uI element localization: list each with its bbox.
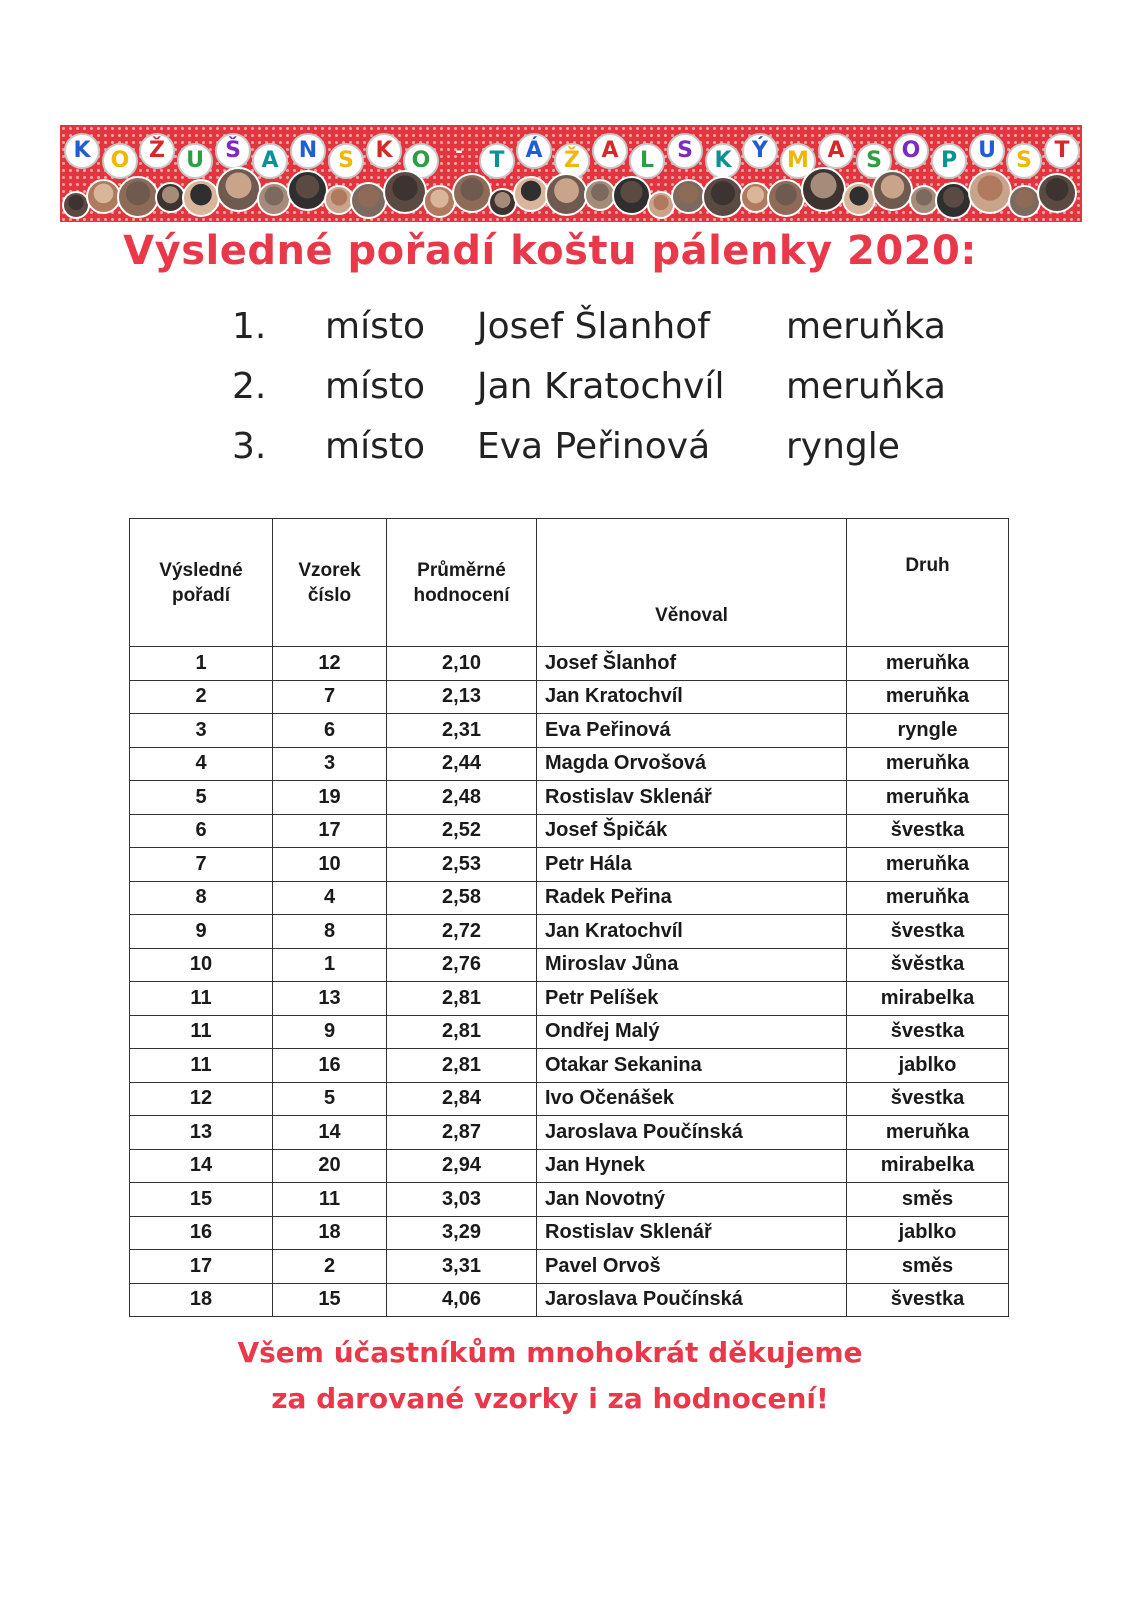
banner-letter: M [780, 143, 816, 179]
cell-poradi: 2 [130, 680, 273, 714]
podium-name: Eva Peřinová [477, 426, 711, 467]
cell-poradi: 11 [130, 982, 273, 1016]
banner-letter: - [455, 141, 463, 162]
cell-hodnoceni: 2,94 [387, 1149, 537, 1183]
cell-druh: mirabelka [847, 1149, 1009, 1183]
table-row [130, 948, 1009, 982]
banner-photo-icon [423, 185, 456, 218]
banner-letter: T [1044, 133, 1080, 169]
cell-hodnoceni: 2,53 [387, 848, 537, 882]
header-venoval: Věnoval [537, 519, 847, 647]
cell-hodnoceni: 2,81 [387, 982, 537, 1016]
cell-venoval: Jaroslava Poučínská [537, 1283, 847, 1317]
cell-vzorek: 13 [273, 982, 387, 1016]
banner-photo-icon [545, 173, 588, 216]
podium-kind: ryngle [786, 426, 900, 467]
cell-hodnoceni: 2,81 [387, 1015, 537, 1049]
cell-vzorek: 9 [273, 1015, 387, 1049]
banner-photo-icon [383, 170, 427, 214]
table-row [130, 1250, 1009, 1284]
podium-rank: 2. [232, 366, 267, 407]
cell-vzorek: 12 [273, 647, 387, 681]
cell-hodnoceni: 2,44 [387, 747, 537, 781]
banner-letter: S [328, 143, 364, 179]
page-title: Výsledné pořadí koštu pálenky 2020: [123, 228, 977, 274]
cell-druh: meruňka [847, 781, 1009, 815]
cell-venoval: Pavel Orvoš [537, 1250, 847, 1284]
banner-photo-icon [968, 170, 1012, 214]
podium-place-label: místo [325, 426, 425, 467]
cell-poradi: 4 [130, 747, 273, 781]
banner-photo-icon [452, 173, 492, 213]
banner-photo-icon [182, 179, 220, 217]
cell-vzorek: 7 [273, 680, 387, 714]
cell-poradi: 6 [130, 814, 273, 848]
banner-photo-icon [612, 176, 651, 215]
cell-venoval: Petr Pelíšek [537, 982, 847, 1016]
cell-vzorek: 2 [273, 1250, 387, 1284]
cell-venoval: Otakar Sekanina [537, 1049, 847, 1083]
banner-letter: O [403, 143, 439, 179]
header-poradi: Výsledné pořadí [130, 519, 273, 647]
cell-hodnoceni: 2,58 [387, 881, 537, 915]
banner-photo-icon [935, 182, 972, 219]
cell-poradi: 15 [130, 1183, 273, 1217]
banner-letter: K [705, 143, 741, 179]
cell-druh: švěstka [847, 948, 1009, 982]
thank-you-line-2: za darované vzorky i za hodnocení! [271, 1382, 829, 1415]
banner-photo-icon [702, 176, 744, 218]
banner-letter: N [290, 133, 326, 169]
banner-letter: S [1006, 143, 1042, 179]
table-row [130, 1183, 1009, 1217]
cell-venoval: Jaroslava Poučínská [537, 1116, 847, 1150]
banner-letter: O [893, 133, 929, 169]
cell-venoval: Ivo Očenášek [537, 1082, 847, 1116]
banner-letter: T [479, 143, 515, 179]
podium-kind: meruňka [786, 306, 946, 347]
cell-hodnoceni: 2,13 [387, 680, 537, 714]
table-row [130, 982, 1009, 1016]
cell-venoval: Miroslav Jůna [537, 948, 847, 982]
banner-letter: Š [215, 133, 251, 169]
cell-vzorek: 15 [273, 1283, 387, 1317]
cell-vzorek: 1 [273, 948, 387, 982]
cell-vzorek: 6 [273, 714, 387, 748]
cell-venoval: Josef Šlanhof [537, 647, 847, 681]
banner-letter: O [102, 143, 138, 179]
cell-poradi: 16 [130, 1216, 273, 1250]
cell-vzorek: 3 [273, 747, 387, 781]
banner-letter: K [366, 133, 402, 169]
cell-hodnoceni: 3,31 [387, 1250, 537, 1284]
banner-photo-icon [287, 170, 328, 211]
banner-letter: Á [516, 133, 552, 169]
cell-poradi: 7 [130, 848, 273, 882]
cell-druh: meruňka [847, 1116, 1009, 1150]
table-header-row [130, 519, 1009, 647]
cell-venoval: Josef Špičák [537, 814, 847, 848]
banner-photo-icon [86, 179, 121, 214]
banner-letter: P [931, 143, 967, 179]
table-row [130, 1116, 1009, 1150]
banner-photo-icon [513, 176, 549, 212]
podium-row [0, 306, 1131, 366]
banner-letter: U [969, 133, 1005, 169]
banner-photo-icon [117, 176, 159, 218]
cell-hodnoceni: 2,84 [387, 1082, 537, 1116]
cell-venoval: Jan Kratochvíl [537, 680, 847, 714]
table-row [130, 881, 1009, 915]
podium-kind: meruňka [786, 366, 946, 407]
cell-hodnoceni: 3,29 [387, 1216, 537, 1250]
cell-poradi: 5 [130, 781, 273, 815]
cell-druh: směs [847, 1183, 1009, 1217]
cell-vzorek: 17 [273, 814, 387, 848]
banner-photo-icon [801, 167, 846, 212]
banner-photo-icon [350, 182, 387, 219]
cell-poradi: 12 [130, 1082, 273, 1116]
podium-name: Jan Kratochvíl [477, 366, 725, 407]
table-row [130, 814, 1009, 848]
cell-vzorek: 16 [273, 1049, 387, 1083]
banner-photo-icon [671, 179, 706, 214]
cell-druh: meruňka [847, 647, 1009, 681]
cell-hodnoceni: 2,87 [387, 1116, 537, 1150]
header-druh: Druh [847, 519, 1009, 647]
table-row [130, 1082, 1009, 1116]
cell-venoval: Rostislav Sklenář [537, 1216, 847, 1250]
cell-poradi: 17 [130, 1250, 273, 1284]
podium-row [0, 366, 1131, 426]
cell-druh: švestka [847, 814, 1009, 848]
banner-letter: A [252, 143, 288, 179]
cell-vzorek: 10 [273, 848, 387, 882]
cell-venoval: Rostislav Sklenář [537, 781, 847, 815]
table-row [130, 1049, 1009, 1083]
banner-letter: Ý [742, 133, 778, 169]
cell-vzorek: 4 [273, 881, 387, 915]
cell-venoval: Petr Hála [537, 848, 847, 882]
cell-druh: meruňka [847, 848, 1009, 882]
results-table [129, 518, 1009, 1317]
cell-druh: mirabelka [847, 982, 1009, 1016]
cell-druh: ryngle [847, 714, 1009, 748]
podium-list [0, 306, 1131, 486]
thank-you-note [0, 1330, 1100, 1422]
cell-venoval: Radek Peřina [537, 881, 847, 915]
banner-photo-icon [1008, 185, 1041, 218]
podium-name: Josef Šlanhof [477, 306, 710, 347]
table-row [130, 1149, 1009, 1183]
banner-letter: S [856, 143, 892, 179]
cell-vzorek: 8 [273, 915, 387, 949]
cell-poradi: 11 [130, 1015, 273, 1049]
cell-venoval: Eva Peřinová [537, 714, 847, 748]
cell-vzorek: 14 [273, 1116, 387, 1150]
banner-letter: A [818, 133, 854, 169]
banner-photo-icon [872, 170, 913, 211]
results-table-body [130, 647, 1009, 1317]
banner-photo-strip [60, 169, 1082, 219]
cell-druh: směs [847, 1250, 1009, 1284]
table-row [130, 747, 1009, 781]
cell-vzorek: 20 [273, 1149, 387, 1183]
masopust-banner [60, 125, 1082, 222]
banner-photo-icon [216, 167, 261, 212]
cell-druh: švestka [847, 915, 1009, 949]
cell-druh: meruňka [847, 680, 1009, 714]
cell-venoval: Jan Novotný [537, 1183, 847, 1217]
cell-hodnoceni: 2,81 [387, 1049, 537, 1083]
table-row [130, 647, 1009, 681]
cell-poradi: 14 [130, 1149, 273, 1183]
banner-letter: K [64, 133, 100, 169]
table-row [130, 915, 1009, 949]
cell-poradi: 9 [130, 915, 273, 949]
cell-hodnoceni: 2,76 [387, 948, 537, 982]
podium-rank: 3. [232, 426, 267, 467]
cell-venoval: Jan Kratochvíl [537, 915, 847, 949]
cell-venoval: Magda Orvošová [537, 747, 847, 781]
banner-letter: A [592, 133, 628, 169]
banner-letter: Ž [554, 143, 590, 179]
thank-you-line-1: Všem účastníkům mnohokrát děkujeme [237, 1336, 863, 1369]
banner-photo-icon [257, 182, 291, 216]
cell-druh: meruňka [847, 747, 1009, 781]
cell-hodnoceni: 2,10 [387, 647, 537, 681]
podium-place-label: místo [325, 366, 425, 407]
table-row [130, 848, 1009, 882]
cell-hodnoceni: 2,72 [387, 915, 537, 949]
cell-poradi: 18 [130, 1283, 273, 1317]
table-row [130, 781, 1009, 815]
cell-poradi: 1 [130, 647, 273, 681]
header-hodnoceni: Průměrné hodnocení [387, 519, 537, 647]
cell-venoval: Jan Hynek [537, 1149, 847, 1183]
cell-venoval: Ondřej Malý [537, 1015, 847, 1049]
cell-druh: jablko [847, 1216, 1009, 1250]
table-row [130, 1015, 1009, 1049]
cell-poradi: 13 [130, 1116, 273, 1150]
cell-hodnoceni: 2,48 [387, 781, 537, 815]
cell-druh: meruňka [847, 881, 1009, 915]
table-row [130, 680, 1009, 714]
banner-letter: L [629, 143, 665, 179]
table-row [130, 1283, 1009, 1317]
podium-row [0, 426, 1131, 486]
cell-druh: švestka [847, 1283, 1009, 1317]
cell-hodnoceni: 3,03 [387, 1183, 537, 1217]
banner-letter: U [177, 143, 213, 179]
banner-photo-icon [767, 179, 805, 217]
cell-poradi: 3 [130, 714, 273, 748]
cell-poradi: 8 [130, 881, 273, 915]
banner-letter: Ž [139, 133, 175, 169]
cell-vzorek: 18 [273, 1216, 387, 1250]
banner-photo-icon [1037, 173, 1077, 213]
cell-poradi: 10 [130, 948, 273, 982]
podium-place-label: místo [325, 306, 425, 347]
table-row [130, 714, 1009, 748]
header-vzorek: Vzorek číslo [273, 519, 387, 647]
banner-photo-icon [842, 182, 876, 216]
cell-hodnoceni: 2,52 [387, 814, 537, 848]
cell-vzorek: 11 [273, 1183, 387, 1217]
cell-druh: švestka [847, 1082, 1009, 1116]
table-row [130, 1216, 1009, 1250]
podium-rank: 1. [232, 306, 267, 347]
cell-hodnoceni: 2,31 [387, 714, 537, 748]
cell-hodnoceni: 4,06 [387, 1283, 537, 1317]
cell-druh: švestka [847, 1015, 1009, 1049]
cell-vzorek: 5 [273, 1082, 387, 1116]
cell-druh: jablko [847, 1049, 1009, 1083]
banner-letter: S [667, 133, 703, 169]
cell-poradi: 11 [130, 1049, 273, 1083]
cell-vzorek: 19 [273, 781, 387, 815]
